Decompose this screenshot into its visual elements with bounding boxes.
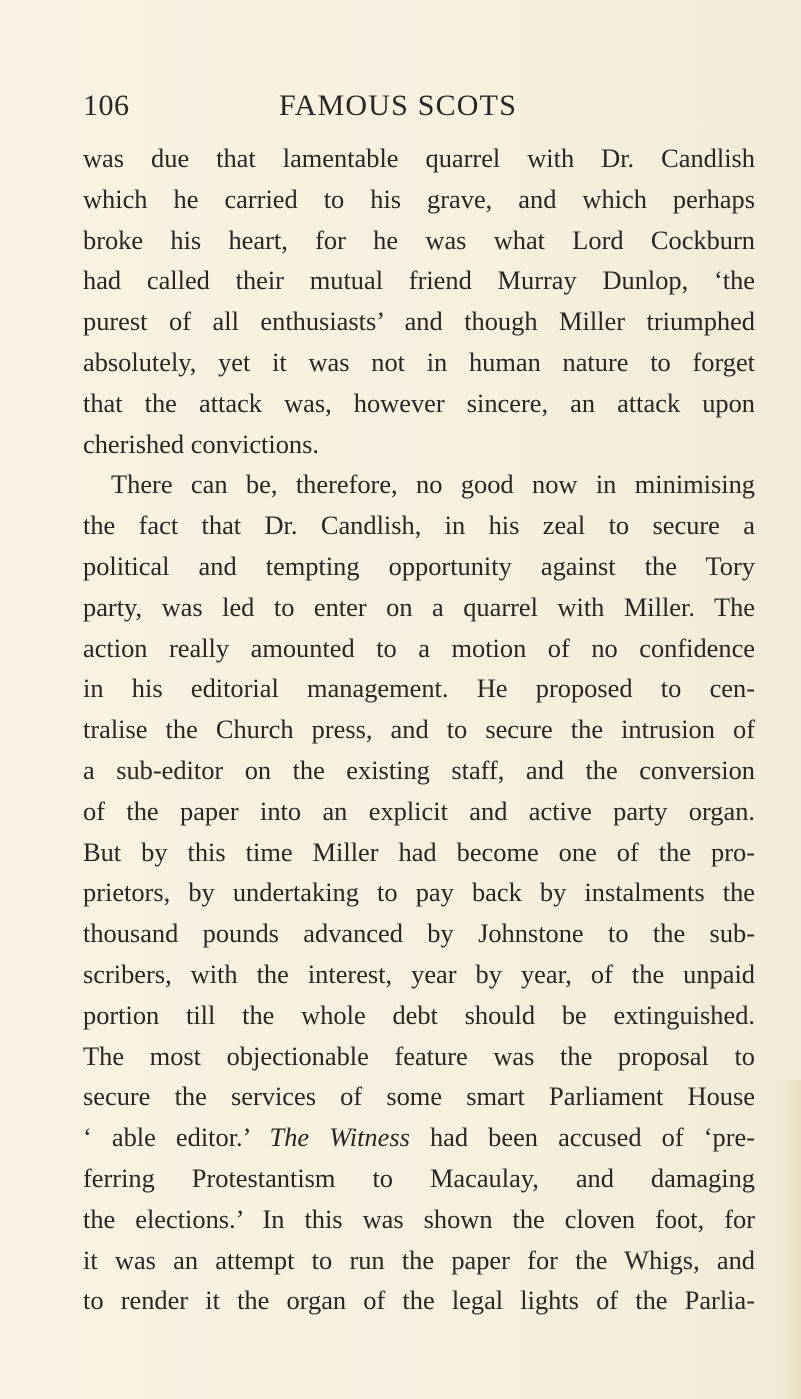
running-head xyxy=(0,84,801,128)
text-line: political and tempting opportunity against the Tory xyxy=(83,550,755,581)
text-line: to render it the organ of the legal lights of the Parlia- xyxy=(83,1285,755,1316)
text-line: the elections.’ In this was shown the cloven foot, for xyxy=(83,1203,755,1234)
text-line: prietors, by undertaking to pay back by instalments the xyxy=(83,877,755,908)
text-line: that the attack was, however sincere, an attack upon xyxy=(83,387,755,418)
line-segment: had been accused of ‘pre- xyxy=(409,1122,756,1153)
text-line: purest of all enthusiasts’ and though Miller triumphed xyxy=(83,306,755,337)
text-line: absolutely, yet it was not in human nature to forget xyxy=(83,346,755,377)
text-line: of the paper into an explicit and active party organ. xyxy=(83,795,755,826)
text-line: a sub-editor on the existing staff, and the conversion xyxy=(83,754,755,785)
text-line: The most objectionable feature was the proposal to xyxy=(83,1040,755,1071)
text-line: which he carried to his grave, and which perhaps xyxy=(83,183,755,214)
text-line: cherished convictions. xyxy=(83,428,319,459)
body-text xyxy=(83,138,755,1321)
page-edge-shadow xyxy=(779,1080,801,1399)
text-line-with-italic-title xyxy=(83,1117,755,1158)
text-line: broke his heart, for he was what Lord Cockburn xyxy=(83,224,755,255)
paragraph-start-line: There can be, therefore, no good now in minimising xyxy=(111,469,755,500)
text-line: portion till the whole debt should be extinguished. xyxy=(83,999,755,1030)
newspaper-title: The Witness xyxy=(269,1122,410,1153)
text-line: in his editorial management. He proposed to cen- xyxy=(83,673,755,704)
text-line: tralise the Church press, and to secure the intrusion of xyxy=(83,714,755,745)
text-line: But by this time Miller had become one of the pro- xyxy=(83,836,755,867)
text-line: it was an attempt to run the paper for the Whigs, and xyxy=(83,1244,755,1275)
running-title: FAMOUS SCOTS xyxy=(279,89,518,122)
page-number: 106 xyxy=(83,89,130,122)
text-line: the fact that Dr. Candlish, in his zeal to secure a xyxy=(83,510,755,541)
line-segment: ‘ able editor.’ xyxy=(83,1122,270,1153)
text-line: was due that lamentable quarrel with Dr. Candlish xyxy=(83,143,755,173)
text-line: ferring Protestantism to Macaulay, and damaging xyxy=(83,1162,755,1193)
text-line: thousand pounds advanced by Johnstone to the sub- xyxy=(83,918,755,949)
text-line: party, was led to enter on a quarrel with Miller. The xyxy=(83,591,755,622)
text-line: scribers, with the interest, year by year, of the unpaid xyxy=(83,958,755,989)
text-line: had called their mutual friend Murray Dunlop, ‘the xyxy=(83,265,755,296)
text-line: secure the services of some smart Parliament House xyxy=(83,1081,755,1112)
text-line: action really amounted to a motion of no confidence xyxy=(83,632,755,663)
